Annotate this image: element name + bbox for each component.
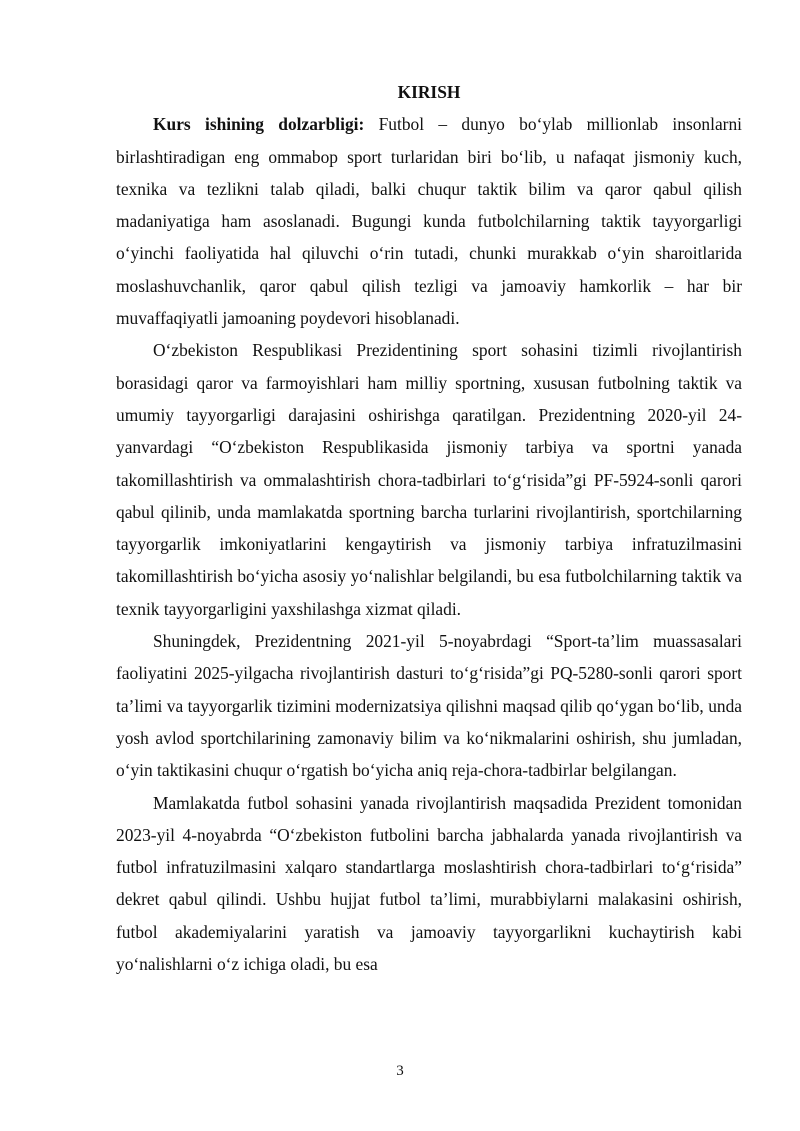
page-number: 3 bbox=[396, 1063, 404, 1079]
paragraph-relevance bbox=[116, 108, 742, 334]
section-heading: KIRISH bbox=[397, 82, 461, 102]
paragraph-2021-resolution: Shuningdek, Prezidentning 2021-yil 5-noyabrdagi “Sport-ta’lim muassasalari faoliyatini 2025-yilgacha rivojlantirish dasturi to‘g‘risida”gi PQ-5280-sonli qarori sport ta’limi va tayyorgarlik tizimini modernizatsiya qilishni maqsad qilib qo‘ygan bo‘lib, unda yosh avlod sportchilarining zamonaviy bilim va ko‘nikmalarini oshirish, shu jumladan, o‘yin taktikasini chuqur o‘rgatish bo‘yicha aniq reja-chora-tadbirlar belgilangan. bbox=[116, 631, 742, 781]
paragraph-text: Futbol – dunyo bo‘ylab millionlab insonlarni birlashtiradigan eng ommabop sport turlaridan biri bo‘lib, u nafaqat jismoniy kuch, texnika va tezlikni talab qiladi, balki chuqur taktik bilim va qaror qabul qilish madaniyatiga ham asoslanadi. Bugungi kunda futbolchilarning taktik tayyorgarligi o‘yinchi faoliyatida hal qiluvchi o‘rin tutadi, chunki murakkab o‘yin sharoitlarida moslashuvchanlik, qaror qabul qilish tezligi va jamoaviy hamkorlik – har bir muvaffaqiyatli jamoaning poydevori hisoblanadi. bbox=[116, 114, 742, 329]
paragraph-2023-decree: Mamlakatda futbol sohasini yanada rivojlantirish maqsadida Prezident tomonidan 2023-yil 4-noyabrda “O‘zbekiston futbolini barcha jabhalarda yanada rivojlantirish va futbol infratuzilmasini xalqaro standartlarga moslashtirish chora-tadbirlari to‘g‘risida” dekret qabul qilindi. Ushbu hujjat futbol ta’limi, murabbiylarni malakasini oshirish, futbol akademiyalarini yaratish va jamoaviy tayyorgarlikni kuchaytirish kabi yo‘nalishlarni o‘z ichiga oladi, bu esa bbox=[116, 792, 742, 975]
document-body bbox=[116, 76, 742, 980]
paragraph-presidential-decrees: O‘zbekiston Respublikasi Prezidentining sport sohasini tizimli rivojlantirish borasidagi qaror va farmoyishlari ham milliy sportning, xususan futbolning taktik va umumiy tayyorgarligi darajasini oshirishga qaratilgan. Prezidentning 2020-yil 24-yanvardagi “O‘zbekiston Respublikasida jismoniy tarbiya va sportni yanada takomillashtirish va ommalashtirish chora-tadbirlari to‘g‘risida”gi PF-5924-sonli qarori qabul qilinib, unda mamlakatda sportning barcha turlarini rivojlantirish, sportchilarning tayyorgarlik imkoniyatlarini kengaytirish va jismoniy tarbiya infratuzilmasini takomillashtirish bo‘yicha asosiy yo‘nalishlar belgilandi, bu esa futbolchilarning taktik va texnik tayyorgarligini yaxshilashga xizmat qiladi. bbox=[116, 340, 742, 619]
paragraph-lead: Kurs ishining dolzarbligi: bbox=[153, 114, 365, 135]
